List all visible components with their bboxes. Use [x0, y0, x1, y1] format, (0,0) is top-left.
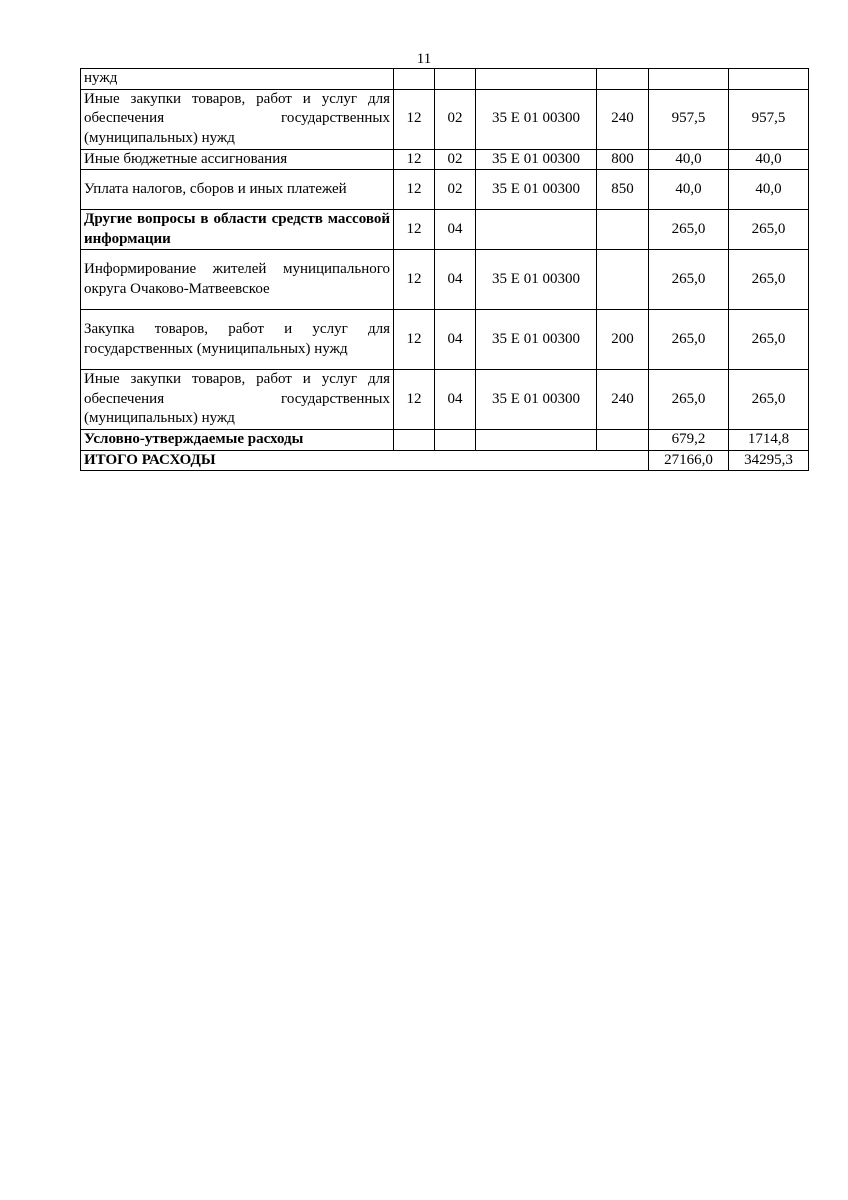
table-row — [81, 149, 809, 170]
row-target-code: 35 Е 01 00300 — [476, 370, 597, 430]
row-expense-type: 800 — [597, 149, 649, 170]
table-row — [81, 430, 809, 451]
row-target-code — [476, 210, 597, 250]
total-label: ИТОГО РАСХОДЫ — [81, 450, 649, 471]
row-sum-year1: 40,0 — [649, 170, 729, 210]
row-target-code: 35 Е 01 00300 — [476, 250, 597, 310]
row-name: Уплата налогов, сборов и иных платежей — [81, 170, 394, 210]
table-row — [81, 170, 809, 210]
row-sum-year2: 1714,8 — [729, 430, 809, 451]
row-name: Иные бюджетные ассигнования — [81, 149, 394, 170]
row-name: Другие вопросы в области средств массовой информации — [81, 210, 394, 250]
total-row — [81, 450, 809, 471]
row-sum-year1: 265,0 — [649, 210, 729, 250]
row-name: нужд — [81, 69, 394, 90]
table-row — [81, 370, 809, 430]
row-subsection: 04 — [435, 310, 476, 370]
row-expense-type — [597, 69, 649, 90]
row-expense-type — [597, 210, 649, 250]
row-expense-type: 850 — [597, 170, 649, 210]
row-expense-type — [597, 430, 649, 451]
row-section: 12 — [394, 149, 435, 170]
row-section: 12 — [394, 170, 435, 210]
row-sum-year1: 265,0 — [649, 250, 729, 310]
row-subsection: 02 — [435, 170, 476, 210]
row-sum-year2: 265,0 — [729, 210, 809, 250]
row-sum-year1: 265,0 — [649, 370, 729, 430]
row-section: 12 — [394, 89, 435, 149]
row-sum-year1: 957,5 — [649, 89, 729, 149]
table-row — [81, 210, 809, 250]
total-sum-year2: 34295,3 — [729, 450, 809, 471]
page-number: 11 — [416, 51, 432, 67]
row-sum-year2: 265,0 — [729, 250, 809, 310]
row-name: Иные закупки товаров, работ и услуг для обеспечения государственных (муниципальных) нужд — [81, 370, 394, 430]
row-sum-year2 — [729, 69, 809, 90]
row-subsection: 04 — [435, 370, 476, 430]
row-section — [394, 69, 435, 90]
row-subsection: 02 — [435, 149, 476, 170]
row-name: Закупка товаров, работ и услуг для государственных (муниципальных) нужд — [81, 310, 394, 370]
row-subsection — [435, 430, 476, 451]
row-sum-year2: 40,0 — [729, 170, 809, 210]
total-sum-year1: 27166,0 — [649, 450, 729, 471]
row-expense-type: 240 — [597, 89, 649, 149]
row-section — [394, 430, 435, 451]
row-sum-year1 — [649, 69, 729, 90]
row-sum-year1: 40,0 — [649, 149, 729, 170]
row-expense-type: 240 — [597, 370, 649, 430]
row-expense-type — [597, 250, 649, 310]
table-row — [81, 310, 809, 370]
row-subsection: 04 — [435, 250, 476, 310]
expenditure-table — [80, 68, 809, 471]
row-sum-year2: 957,5 — [729, 89, 809, 149]
row-sum-year2: 265,0 — [729, 310, 809, 370]
row-name: Информирование жителей муниципального округа Очаково-Матвеевское — [81, 250, 394, 310]
row-subsection: 04 — [435, 210, 476, 250]
table-row — [81, 89, 809, 149]
row-sum-year1: 679,2 — [649, 430, 729, 451]
row-subsection: 02 — [435, 89, 476, 149]
row-target-code: 35 Е 01 00300 — [476, 310, 597, 370]
row-target-code: 35 Е 01 00300 — [476, 89, 597, 149]
row-section: 12 — [394, 310, 435, 370]
row-expense-type: 200 — [597, 310, 649, 370]
row-sum-year1: 265,0 — [649, 310, 729, 370]
row-target-code — [476, 69, 597, 90]
row-target-code: 35 Е 01 00300 — [476, 149, 597, 170]
row-section: 12 — [394, 250, 435, 310]
row-name: Иные закупки товаров, работ и услуг для обеспечения государственных (муниципальных) нужд — [81, 89, 394, 149]
row-target-code — [476, 430, 597, 451]
row-section: 12 — [394, 210, 435, 250]
row-subsection — [435, 69, 476, 90]
row-sum-year2: 40,0 — [729, 149, 809, 170]
row-sum-year2: 265,0 — [729, 370, 809, 430]
table-row — [81, 250, 809, 310]
row-name: Условно-утверждаемые расходы — [81, 430, 394, 451]
row-section: 12 — [394, 370, 435, 430]
row-target-code: 35 Е 01 00300 — [476, 170, 597, 210]
table-row — [81, 69, 809, 90]
